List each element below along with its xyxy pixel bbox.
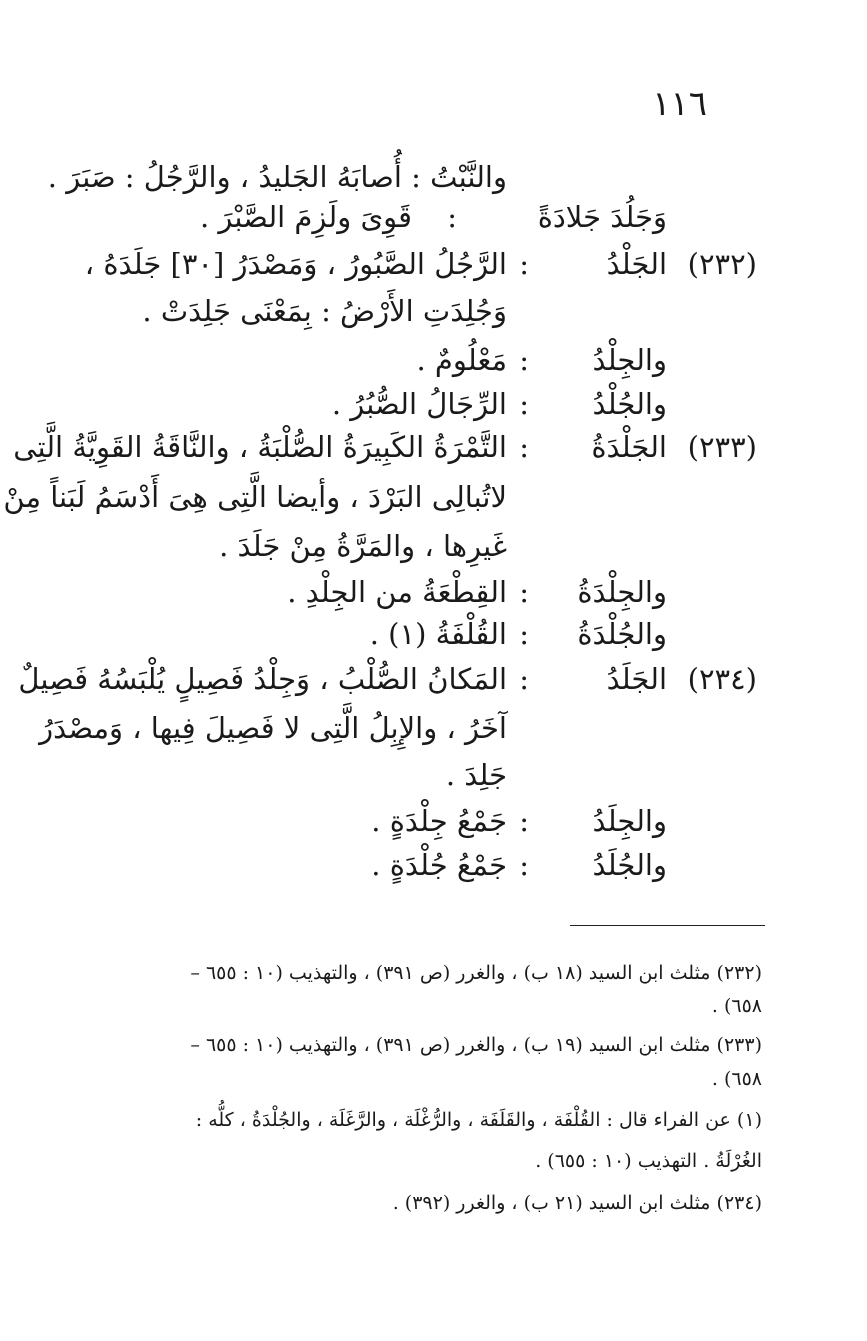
entry-definition: جَمْعُ جِلْدَةٍ . bbox=[371, 804, 507, 838]
entry-colon: : bbox=[519, 804, 529, 838]
entry-line bbox=[97, 288, 757, 334]
entry-definition: الرَّجُلُ الصَّبُورُ ، وَمَصْدَرُ [٣٠] جَلَدَهُ ، bbox=[84, 247, 507, 281]
footnote-divider bbox=[570, 925, 765, 926]
entry-headword: والجِلَدُ bbox=[592, 804, 667, 838]
entry-colon: : bbox=[519, 617, 529, 651]
footnote-line: (٢٣٤) مثلث ابن السيد (٢١ ب) ، والغرر (٣٩٢) . bbox=[392, 1192, 762, 1214]
footnote-line: (٢٣٣) مثلث ابن السيد (١٩ ب) ، والغرر (ص ٣٩١) ، والتهذيب (١٠ : ٦٥٥ – bbox=[190, 1034, 762, 1056]
entry-definition: المَكانُ الصُّلْبُ ، وَجِلْدُ فَصِيلٍ يُلْبَسُهُ فَصِيلٌ bbox=[18, 662, 507, 696]
footnote-line: ٦٥٨) . bbox=[711, 995, 762, 1017]
entry-line bbox=[97, 337, 757, 383]
entry-line bbox=[97, 381, 757, 427]
entry-line bbox=[97, 611, 757, 657]
entry-definition: مَعْلُومٌ . bbox=[416, 343, 507, 377]
entry-line bbox=[39, 705, 757, 751]
entry-headword: والجِلْدُ bbox=[592, 343, 667, 377]
footnote-line: (٢٣٢) مثلث ابن السيد (١٨ ب) ، والغرر (ص ٣٩١) ، والتهذيب (١٠ : ٦٥٥ – bbox=[190, 962, 762, 984]
entry-line bbox=[97, 194, 757, 240]
entry-colon: : bbox=[519, 575, 529, 609]
line-text: لاتُبالِى البَرْدَ ، وأيضا الَّتِى هِىَ أَدْسَمُ لَبَناً مِنْ bbox=[3, 480, 507, 514]
entry-line bbox=[97, 523, 757, 569]
entry-number: (٢٣٢) bbox=[687, 247, 757, 281]
entry-colon: : bbox=[519, 343, 529, 377]
line-text: آخَرُ ، والإِبِلُ الَّتِى لا فَصِيلَ فِيها ، وَمصْدَرُ bbox=[39, 711, 507, 745]
entry-colon: : bbox=[519, 387, 529, 421]
entry-headword: والجِلْدَةُ bbox=[577, 575, 667, 609]
entry-line bbox=[13, 424, 757, 470]
entry-definition: الرِّجَالُ الصُّبُرُ . bbox=[331, 387, 507, 421]
entry-line bbox=[97, 752, 757, 798]
footnote-line: ٦٥٨) . bbox=[711, 1068, 762, 1090]
entry-definition: قَوِىَ ولَزِمَ الصَّبْرَ . bbox=[199, 200, 412, 234]
line-text: وَجُلِدَتِ الأَرْضُ : بِمَعْنَى جَلِدَتْ . bbox=[142, 294, 507, 328]
entry-definition: جَمْعُ جُلْدَةٍ . bbox=[371, 848, 507, 882]
entry-colon: : bbox=[519, 247, 529, 281]
entry-headword: والجُلْدَةُ bbox=[577, 617, 667, 651]
entry-definition: القُلْفَةُ (١) . bbox=[369, 617, 507, 651]
entry-colon: : bbox=[519, 662, 529, 696]
entry-number: (٢٣٣) bbox=[687, 430, 757, 464]
footnote-line: الغُرْلَةُ . التهذيب (١٠ : ٦٥٥) . bbox=[535, 1150, 762, 1172]
line-text: والنَّبْتُ : أُصابَهُ الجَليدُ ، والرَّجُلُ : صَبَرَ . bbox=[47, 160, 507, 194]
entry-definition: القِطْعَةُ من الجِلْدِ . bbox=[287, 575, 507, 609]
entry-headword: والجُلَدُ bbox=[592, 848, 667, 882]
entry-line bbox=[18, 656, 757, 702]
entry-colon: : bbox=[519, 430, 529, 464]
entry-headword: الجَلْدَةُ bbox=[591, 430, 667, 464]
line-text: غَيرِها ، والمَرَّةُ مِنْ جَلَدَ . bbox=[219, 529, 507, 563]
entry-colon: : bbox=[519, 848, 529, 882]
entry-headword: وَجَلُدَ جَلادَةً bbox=[537, 200, 667, 234]
entry-number: (٢٣٤) bbox=[687, 662, 757, 696]
entry-headword: الجَلْدُ bbox=[606, 247, 667, 281]
line-text: جَلِدَ . bbox=[445, 758, 507, 792]
entry-headword: والجُلْدُ bbox=[592, 387, 667, 421]
footnote-line: (١) عن الفراء قال : القُلْفَة ، والقَلَفَة ، والرُّغْلَة ، والرَّغَلَة ، والجُلْدَةُ ، كلُّه : bbox=[195, 1109, 762, 1131]
entry-line bbox=[97, 569, 757, 615]
entry-definition: التَّمْرَةُ الكَبِيرَةُ الصُّلْبَةُ ، والنَّاقَةُ القَوِيَّةُ الَّتِى bbox=[13, 430, 507, 464]
entry-line bbox=[97, 798, 757, 844]
entry-headword: الجَلَدُ bbox=[606, 662, 667, 696]
entry-line bbox=[84, 241, 757, 287]
page-number: ١١٦ bbox=[652, 84, 707, 124]
entry-line bbox=[3, 474, 757, 520]
entry-line bbox=[97, 842, 757, 888]
entry-colon: : bbox=[447, 200, 457, 234]
